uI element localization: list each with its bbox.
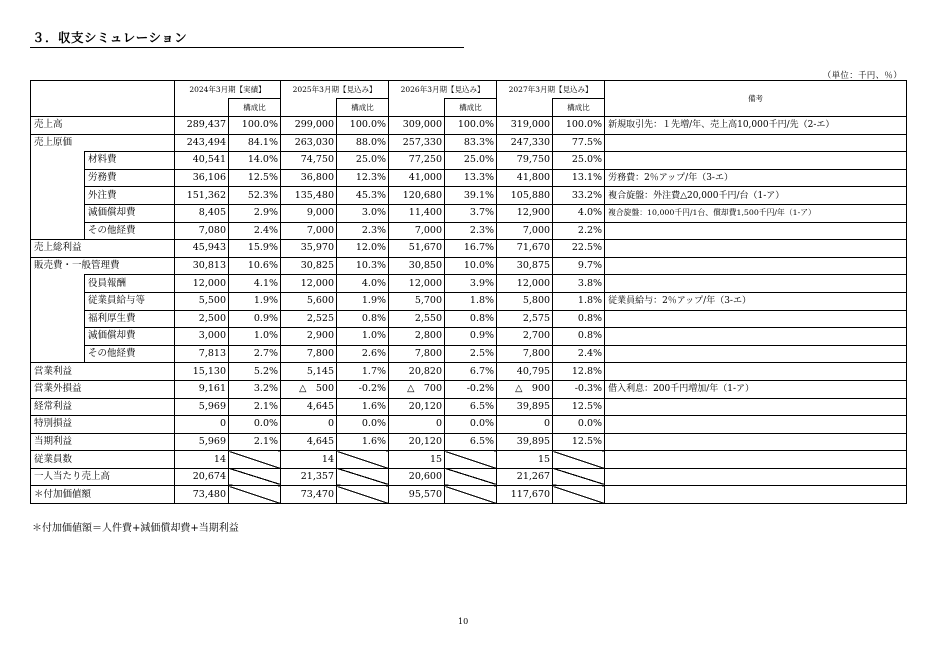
ratio-cell: 2.3% xyxy=(337,222,389,240)
amount-cell: 117,670 xyxy=(497,486,553,504)
indent-cell xyxy=(31,169,85,187)
ratio-cell: 3.9% xyxy=(445,275,497,293)
ratio-cell: 13.1% xyxy=(553,169,605,187)
row-label: 販売費・一般管理費 xyxy=(31,257,175,275)
amount-cell: 39,895 xyxy=(497,433,553,451)
ratio-cell: 16.7% xyxy=(445,240,497,258)
header-year: 2027年3月期【見込み】 xyxy=(497,81,605,99)
ratio-cell: 2.4% xyxy=(553,345,605,363)
ratio-cell: 2.1% xyxy=(229,398,281,416)
ratio-cell: 12.0% xyxy=(337,240,389,258)
row-label: 営業利益 xyxy=(31,363,175,381)
header-year: 2026年3月期【見込み】 xyxy=(389,81,497,99)
ratio-cell: 10.0% xyxy=(445,257,497,275)
ratio-cell: 1.0% xyxy=(337,328,389,346)
amount-cell: 8,405 xyxy=(175,204,229,222)
amount-cell: 14 xyxy=(281,451,337,469)
amount-cell: 7,800 xyxy=(281,345,337,363)
table-body xyxy=(31,117,907,504)
ratio-cell-empty xyxy=(445,451,497,469)
ratio-cell: 15.9% xyxy=(229,240,281,258)
row-label: 労務費 xyxy=(85,169,175,187)
amount-cell: 45,943 xyxy=(175,240,229,258)
indent-cell xyxy=(31,345,85,363)
table-row xyxy=(31,257,907,275)
ratio-cell: 2.5% xyxy=(445,345,497,363)
ratio-cell: 12.5% xyxy=(229,169,281,187)
amount-cell: 0 xyxy=(281,416,337,434)
amount-cell: 40,541 xyxy=(175,152,229,170)
header-ratio: 構成比 xyxy=(445,99,497,117)
ratio-cell: 1.8% xyxy=(445,292,497,310)
table-row xyxy=(31,363,907,381)
amount-cell: 135,480 xyxy=(281,187,337,205)
table-row xyxy=(31,468,907,486)
table-row xyxy=(31,451,907,469)
row-label: その他経費 xyxy=(85,345,175,363)
indent-cell xyxy=(31,152,85,170)
amount-cell: 7,000 xyxy=(389,222,445,240)
ratio-cell-empty xyxy=(553,486,605,504)
ratio-cell: 0.8% xyxy=(337,310,389,328)
amount-cell: 79,750 xyxy=(497,152,553,170)
header-ratio: 構成比 xyxy=(229,99,281,117)
amount-cell: 20,120 xyxy=(389,398,445,416)
ratio-cell: 4.0% xyxy=(553,204,605,222)
ratio-cell: 2.2% xyxy=(553,222,605,240)
ratio-cell-empty xyxy=(229,451,281,469)
header-blank xyxy=(31,81,175,117)
amount-cell: 2,500 xyxy=(175,310,229,328)
remark-cell: 新規取引先：１先増/年、売上高10,000千円/先（2-エ） xyxy=(605,117,907,135)
ratio-cell: 100.0% xyxy=(553,117,605,135)
ratio-cell: 2.6% xyxy=(337,345,389,363)
amount-cell: 7,800 xyxy=(497,345,553,363)
page-title: ３．収支シミュレーション xyxy=(32,30,188,45)
ratio-cell-empty xyxy=(337,468,389,486)
amount-cell: 51,670 xyxy=(389,240,445,258)
ratio-cell: 0.8% xyxy=(553,310,605,328)
amount-cell: 7,800 xyxy=(389,345,445,363)
ratio-cell: 9.7% xyxy=(553,257,605,275)
row-label: 役員報酬 xyxy=(85,275,175,293)
ratio-cell: 83.3% xyxy=(445,134,497,152)
amount-cell: 299,000 xyxy=(281,117,337,135)
row-label: 福利厚生費 xyxy=(85,310,175,328)
row-label: 売上高 xyxy=(31,117,175,135)
ratio-cell: 3.7% xyxy=(445,204,497,222)
table-row xyxy=(31,187,907,205)
remark-cell xyxy=(605,416,907,434)
amount-cell: 319,000 xyxy=(497,117,553,135)
ratio-cell: 100.0% xyxy=(337,117,389,135)
table-row xyxy=(31,169,907,187)
amount-cell: 39,895 xyxy=(497,398,553,416)
remark-cell: 複合旋盤：外注費△20,000千円/台（1-ア） xyxy=(605,187,907,205)
amount-cell: 7,000 xyxy=(497,222,553,240)
ratio-cell-empty xyxy=(553,451,605,469)
table-row xyxy=(31,486,907,504)
table-row xyxy=(31,328,907,346)
table-row xyxy=(31,152,907,170)
ratio-cell: 10.6% xyxy=(229,257,281,275)
table-row xyxy=(31,292,907,310)
amount-cell: 2,525 xyxy=(281,310,337,328)
table-row xyxy=(31,204,907,222)
amount-cell: 36,800 xyxy=(281,169,337,187)
ratio-cell: 6.7% xyxy=(445,363,497,381)
row-label: 減価償却費 xyxy=(85,204,175,222)
remark-cell: 従業員給与：2％アップ/年（3-エ） xyxy=(605,292,907,310)
ratio-cell-empty xyxy=(229,486,281,504)
remark-cell xyxy=(605,433,907,451)
amount-cell: 7,813 xyxy=(175,345,229,363)
amount-cell: 4,645 xyxy=(281,433,337,451)
ratio-cell: -0.2% xyxy=(445,380,497,398)
ratio-cell: 22.5% xyxy=(553,240,605,258)
ratio-cell: 88.0% xyxy=(337,134,389,152)
remark-cell xyxy=(605,257,907,275)
table-row xyxy=(31,416,907,434)
amount-cell: 21,357 xyxy=(281,468,337,486)
table-row xyxy=(31,275,907,293)
remark-cell xyxy=(605,310,907,328)
amount-cell: 247,330 xyxy=(497,134,553,152)
remark-cell xyxy=(605,451,907,469)
amount-cell: 30,850 xyxy=(389,257,445,275)
amount-cell: 9,161 xyxy=(175,380,229,398)
header-year: 2025年3月期【見込み】 xyxy=(281,81,389,99)
ratio-cell: 77.5% xyxy=(553,134,605,152)
remark-cell xyxy=(605,222,907,240)
ratio-cell: 3.8% xyxy=(553,275,605,293)
amount-cell: 2,900 xyxy=(281,328,337,346)
ratio-cell: 2.4% xyxy=(229,222,281,240)
indent-cell xyxy=(31,275,85,293)
amount-cell: 0 xyxy=(497,416,553,434)
remark-cell xyxy=(605,363,907,381)
table-row xyxy=(31,117,907,135)
row-label: 減価償却費 xyxy=(85,328,175,346)
title-underline xyxy=(30,47,464,48)
indent-cell xyxy=(31,204,85,222)
ratio-cell: 3.2% xyxy=(229,380,281,398)
amount-cell: 5,700 xyxy=(389,292,445,310)
ratio-cell: 1.6% xyxy=(337,398,389,416)
ratio-cell: 1.9% xyxy=(337,292,389,310)
ratio-cell-empty xyxy=(445,468,497,486)
amount-cell: 105,880 xyxy=(497,187,553,205)
table-row xyxy=(31,222,907,240)
amount-cell: 12,000 xyxy=(175,275,229,293)
ratio-cell: 0.9% xyxy=(229,310,281,328)
ratio-cell: 3.0% xyxy=(337,204,389,222)
ratio-cell-empty xyxy=(337,451,389,469)
amount-cell: 36,106 xyxy=(175,169,229,187)
row-label: 売上原価 xyxy=(31,134,175,152)
indent-cell xyxy=(31,328,85,346)
table-row xyxy=(31,240,907,258)
row-label: 一人当たり売上高 xyxy=(31,468,175,486)
indent-cell xyxy=(31,222,85,240)
amount-cell: 30,813 xyxy=(175,257,229,275)
ratio-cell: 39.1% xyxy=(445,187,497,205)
amount-cell: 2,550 xyxy=(389,310,445,328)
ratio-cell: 12.5% xyxy=(553,433,605,451)
header-ratio: 構成比 xyxy=(553,99,605,117)
ratio-cell: 25.0% xyxy=(445,152,497,170)
remark-cell xyxy=(605,398,907,416)
ratio-cell: 2.9% xyxy=(229,204,281,222)
table-row xyxy=(31,398,907,416)
row-label: 経常利益 xyxy=(31,398,175,416)
amount-cell: 20,820 xyxy=(389,363,445,381)
remark-cell xyxy=(605,134,907,152)
header-amount-blank xyxy=(497,99,553,117)
table-row xyxy=(31,380,907,398)
ratio-cell: 5.2% xyxy=(229,363,281,381)
table-row xyxy=(31,310,907,328)
row-label: その他経費 xyxy=(85,222,175,240)
amount-cell: 95,570 xyxy=(389,486,445,504)
amount-cell: 12,000 xyxy=(389,275,445,293)
ratio-cell: 2.3% xyxy=(445,222,497,240)
ratio-cell: 4.1% xyxy=(229,275,281,293)
header-amount-blank xyxy=(175,99,229,117)
ratio-cell: 6.5% xyxy=(445,433,497,451)
ratio-cell-empty xyxy=(337,486,389,504)
ratio-cell: 6.5% xyxy=(445,398,497,416)
ratio-cell: 10.3% xyxy=(337,257,389,275)
amount-cell: 0 xyxy=(175,416,229,434)
remark-cell: 複合旋盤：10,000千円/1台、償却費1,500千円/年（1-ア） xyxy=(605,204,907,222)
amount-cell: 12,000 xyxy=(497,275,553,293)
ratio-cell: 14.0% xyxy=(229,152,281,170)
amount-cell: 151,362 xyxy=(175,187,229,205)
amount-cell: 74,750 xyxy=(281,152,337,170)
remark-cell xyxy=(605,468,907,486)
table-row xyxy=(31,134,907,152)
remark-cell xyxy=(605,275,907,293)
amount-cell: 243,494 xyxy=(175,134,229,152)
ratio-cell: 0.9% xyxy=(445,328,497,346)
ratio-cell: 1.6% xyxy=(337,433,389,451)
amount-cell: 73,470 xyxy=(281,486,337,504)
amount-cell: 71,670 xyxy=(497,240,553,258)
amount-cell: 5,145 xyxy=(281,363,337,381)
amount-cell: 5,600 xyxy=(281,292,337,310)
row-label: 従業員給与等 xyxy=(85,292,175,310)
amount-cell: 5,969 xyxy=(175,398,229,416)
amount-cell: 257,330 xyxy=(389,134,445,152)
header-remarks: 備考 xyxy=(605,81,907,117)
amount-cell: 9,000 xyxy=(281,204,337,222)
ratio-cell: 84.1% xyxy=(229,134,281,152)
header-ratio: 構成比 xyxy=(337,99,389,117)
ratio-cell: 1.7% xyxy=(337,363,389,381)
ratio-cell: 33.2% xyxy=(553,187,605,205)
amount-cell: 40,795 xyxy=(497,363,553,381)
unit-label: （単位：千円、％） xyxy=(822,71,902,81)
header-amount-blank xyxy=(389,99,445,117)
amount-cell: 12,000 xyxy=(281,275,337,293)
ratio-cell: 100.0% xyxy=(445,117,497,135)
remark-cell xyxy=(605,345,907,363)
ratio-cell: 1.8% xyxy=(553,292,605,310)
amount-cell: 73,480 xyxy=(175,486,229,504)
amount-cell: 263,030 xyxy=(281,134,337,152)
ratio-cell: 45.3% xyxy=(337,187,389,205)
amount-cell: 5,800 xyxy=(497,292,553,310)
footnote: ＊付加価値額＝人件費+減価償却費+当期利益 xyxy=(32,523,239,534)
table-row xyxy=(31,345,907,363)
amount-cell: 14 xyxy=(175,451,229,469)
amount-cell: 21,267 xyxy=(497,468,553,486)
ratio-cell: 12.5% xyxy=(553,398,605,416)
ratio-cell: 0.0% xyxy=(229,416,281,434)
row-label: 売上総利益 xyxy=(31,240,175,258)
remark-cell xyxy=(605,152,907,170)
ratio-cell: -0.2% xyxy=(337,380,389,398)
amount-cell: 309,000 xyxy=(389,117,445,135)
remark-cell: 労務費：2％アップ/年（3-エ） xyxy=(605,169,907,187)
row-label: 当期利益 xyxy=(31,433,175,451)
ratio-cell: 1.0% xyxy=(229,328,281,346)
amount-cell: △ 900 xyxy=(497,380,553,398)
amount-cell: 7,000 xyxy=(281,222,337,240)
amount-cell: 2,575 xyxy=(497,310,553,328)
ratio-cell: 0.8% xyxy=(553,328,605,346)
amount-cell: 4,645 xyxy=(281,398,337,416)
remark-cell xyxy=(605,486,907,504)
row-label: ＊付加価値額 xyxy=(31,486,175,504)
indent-cell xyxy=(31,310,85,328)
ratio-cell: 2.1% xyxy=(229,433,281,451)
ratio-cell: 0.0% xyxy=(337,416,389,434)
amount-cell: 289,437 xyxy=(175,117,229,135)
remark-cell: 借入利息：200千円増加/年（1-ア） xyxy=(605,380,907,398)
header-row-years xyxy=(31,81,907,99)
table-row xyxy=(31,433,907,451)
header-year: 2024年3月期【実績】 xyxy=(175,81,281,99)
row-label: 材料費 xyxy=(85,152,175,170)
amount-cell: 5,500 xyxy=(175,292,229,310)
amount-cell: 30,825 xyxy=(281,257,337,275)
ratio-cell: 2.7% xyxy=(229,345,281,363)
row-label: 外注費 xyxy=(85,187,175,205)
page-number: 10 xyxy=(458,617,469,626)
ratio-cell-empty xyxy=(445,486,497,504)
ratio-cell: 0.0% xyxy=(553,416,605,434)
simulation-table xyxy=(30,80,907,504)
amount-cell: 20,600 xyxy=(389,468,445,486)
amount-cell: 30,875 xyxy=(497,257,553,275)
amount-cell: △ 500 xyxy=(281,380,337,398)
amount-cell: 2,700 xyxy=(497,328,553,346)
amount-cell: 15 xyxy=(497,451,553,469)
ratio-cell-empty xyxy=(229,468,281,486)
ratio-cell: 100.0% xyxy=(229,117,281,135)
header-amount-blank xyxy=(281,99,337,117)
amount-cell: 5,969 xyxy=(175,433,229,451)
amount-cell: 7,080 xyxy=(175,222,229,240)
row-label: 営業外損益 xyxy=(31,380,175,398)
amount-cell: 2,800 xyxy=(389,328,445,346)
amount-cell: 41,000 xyxy=(389,169,445,187)
ratio-cell: 1.9% xyxy=(229,292,281,310)
amount-cell: 3,000 xyxy=(175,328,229,346)
amount-cell: 41,800 xyxy=(497,169,553,187)
ratio-cell: 52.3% xyxy=(229,187,281,205)
ratio-cell: 12.3% xyxy=(337,169,389,187)
row-label: 従業員数 xyxy=(31,451,175,469)
amount-cell: 12,900 xyxy=(497,204,553,222)
remark-cell xyxy=(605,240,907,258)
ratio-cell: 0.0% xyxy=(445,416,497,434)
ratio-cell-empty xyxy=(553,468,605,486)
indent-cell xyxy=(31,187,85,205)
ratio-cell: -0.3% xyxy=(553,380,605,398)
indent-cell xyxy=(31,292,85,310)
amount-cell: △ 700 xyxy=(389,380,445,398)
ratio-cell: 12.8% xyxy=(553,363,605,381)
ratio-cell: 25.0% xyxy=(337,152,389,170)
remark-cell xyxy=(605,328,907,346)
ratio-cell: 13.3% xyxy=(445,169,497,187)
ratio-cell: 25.0% xyxy=(553,152,605,170)
amount-cell: 120,680 xyxy=(389,187,445,205)
amount-cell: 77,250 xyxy=(389,152,445,170)
amount-cell: 20,674 xyxy=(175,468,229,486)
ratio-cell: 0.8% xyxy=(445,310,497,328)
amount-cell: 15 xyxy=(389,451,445,469)
ratio-cell: 4.0% xyxy=(337,275,389,293)
amount-cell: 11,400 xyxy=(389,204,445,222)
row-label: 特別損益 xyxy=(31,416,175,434)
amount-cell: 0 xyxy=(389,416,445,434)
amount-cell: 35,970 xyxy=(281,240,337,258)
amount-cell: 15,130 xyxy=(175,363,229,381)
amount-cell: 20,120 xyxy=(389,433,445,451)
